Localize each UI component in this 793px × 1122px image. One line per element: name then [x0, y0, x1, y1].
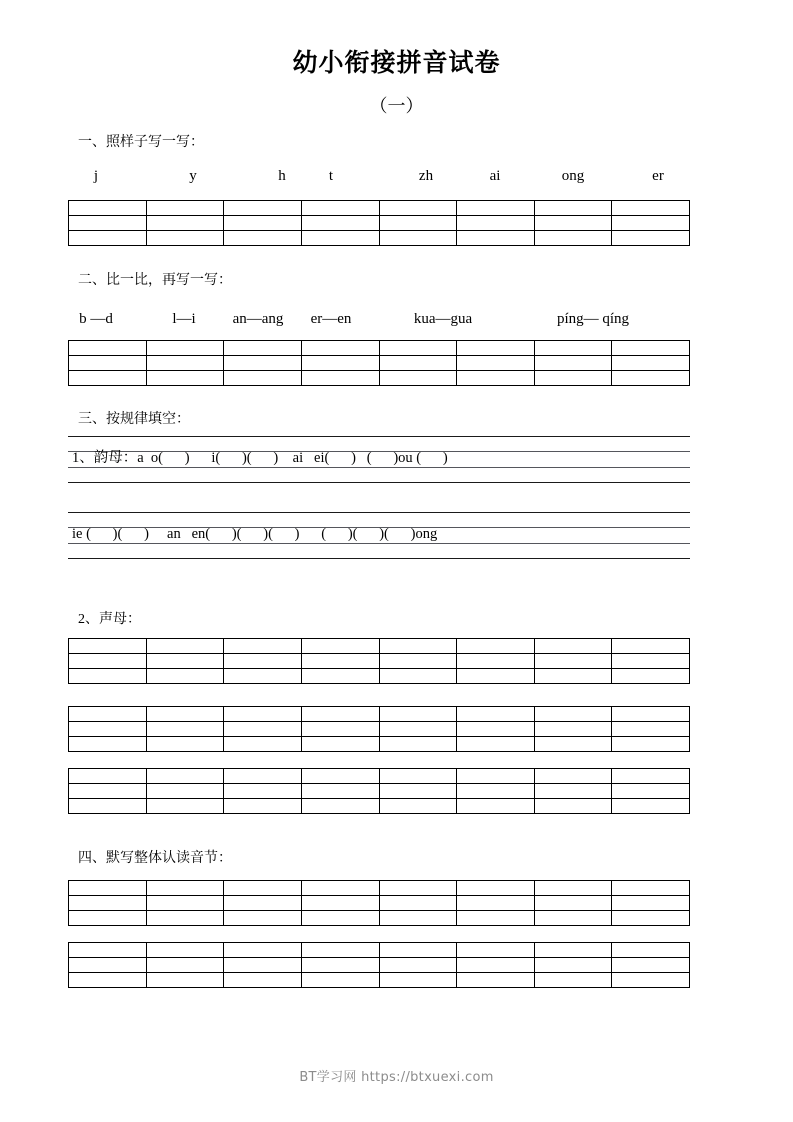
compare-pair: l—i — [172, 311, 196, 327]
grid-cell[interactable] — [612, 201, 690, 216]
sample-letter: zh — [418, 168, 434, 184]
grid-cell[interactable] — [457, 769, 535, 784]
grid-row — [69, 231, 690, 246]
grid-cell[interactable] — [457, 639, 535, 654]
grid-cell[interactable] — [457, 973, 535, 988]
grid-cell[interactable] — [457, 231, 535, 246]
grid-cell[interactable] — [612, 669, 690, 684]
grid-cell[interactable] — [612, 958, 690, 973]
grid-cell[interactable] — [302, 737, 380, 752]
grid-cell[interactable] — [69, 722, 147, 737]
sample-letter: ai — [489, 168, 501, 184]
grid-cell[interactable] — [69, 958, 147, 973]
grid-cell[interactable] — [69, 911, 147, 926]
grid-row — [69, 784, 690, 799]
grid-cell[interactable] — [147, 973, 225, 988]
grid-row — [69, 737, 690, 752]
grid-cell[interactable] — [457, 669, 535, 684]
grid-cell[interactable] — [535, 737, 613, 752]
grid-cell[interactable] — [147, 231, 225, 246]
grid-cell[interactable] — [147, 784, 225, 799]
sample-letter: ong — [561, 168, 585, 184]
grid-cell[interactable] — [224, 707, 302, 722]
grid-row — [69, 639, 690, 654]
grid-cell[interactable] — [69, 654, 147, 669]
grid-cell[interactable] — [380, 707, 458, 722]
grid-cell[interactable] — [535, 707, 613, 722]
grid-cell[interactable] — [535, 201, 613, 216]
grid-cell[interactable] — [69, 973, 147, 988]
grid-cell[interactable] — [380, 799, 458, 814]
grid-cell[interactable] — [535, 371, 613, 386]
staff-line-bottom — [68, 482, 690, 483]
yunmu-sequence-line-1: 1、韵母：a o( ) i( )( ) ai ei( ) ( )ou ( ) — [72, 450, 448, 466]
grid-cell[interactable] — [612, 216, 690, 231]
grid-cell[interactable] — [224, 769, 302, 784]
grid-cell[interactable] — [302, 639, 380, 654]
grid-cell[interactable] — [380, 201, 458, 216]
grid-cell[interactable] — [380, 784, 458, 799]
grid-cell[interactable] — [380, 896, 458, 911]
grid-cell[interactable] — [535, 341, 613, 356]
grid-cell[interactable] — [302, 943, 380, 958]
grid-cell[interactable] — [457, 799, 535, 814]
grid-cell[interactable] — [69, 669, 147, 684]
grid-cell[interactable] — [457, 216, 535, 231]
grid-cell[interactable] — [302, 896, 380, 911]
section-4-writing-grid-2[interactable] — [68, 942, 690, 988]
grid-cell[interactable] — [535, 799, 613, 814]
grid-cell[interactable] — [380, 722, 458, 737]
pinyin-staff-yunmu-line-2[interactable] — [68, 512, 690, 558]
grid-cell[interactable] — [457, 881, 535, 896]
grid-cell[interactable] — [147, 341, 225, 356]
grid-cell[interactable] — [224, 943, 302, 958]
section-1-writing-grid[interactable] — [68, 200, 690, 246]
grid-cell[interactable] — [457, 784, 535, 799]
grid-row — [69, 216, 690, 231]
sample-letter: y — [189, 168, 197, 184]
grid-cell[interactable] — [147, 371, 225, 386]
grid-cell[interactable] — [69, 769, 147, 784]
grid-cell[interactable] — [147, 799, 225, 814]
grid-cell[interactable] — [224, 896, 302, 911]
grid-cell[interactable] — [535, 896, 613, 911]
grid-cell[interactable] — [69, 216, 147, 231]
grid-row — [69, 669, 690, 684]
grid-cell[interactable] — [380, 973, 458, 988]
grid-cell[interactable] — [457, 707, 535, 722]
grid-cell[interactable] — [535, 669, 613, 684]
grid-cell[interactable] — [457, 896, 535, 911]
grid-cell[interactable] — [147, 722, 225, 737]
grid-cell[interactable] — [380, 958, 458, 973]
grid-cell[interactable] — [69, 737, 147, 752]
grid-cell[interactable] — [535, 784, 613, 799]
grid-cell[interactable] — [535, 973, 613, 988]
page-subtitle: （一） — [369, 96, 424, 116]
grid-cell[interactable] — [224, 881, 302, 896]
grid-cell[interactable] — [147, 943, 225, 958]
pinyin-staff-yunmu-line-1[interactable] — [68, 436, 690, 482]
grid-cell[interactable] — [612, 356, 690, 371]
grid-cell[interactable] — [457, 654, 535, 669]
grid-cell[interactable] — [69, 639, 147, 654]
grid-row — [69, 201, 690, 216]
grid-cell[interactable] — [302, 356, 380, 371]
grid-row — [69, 943, 690, 958]
grid-cell[interactable] — [302, 201, 380, 216]
grid-cell[interactable] — [69, 943, 147, 958]
grid-cell[interactable] — [380, 669, 458, 684]
sample-letter: h — [278, 168, 286, 184]
grid-cell[interactable] — [535, 654, 613, 669]
grid-cell[interactable] — [302, 769, 380, 784]
grid-cell[interactable] — [147, 669, 225, 684]
grid-cell[interactable] — [535, 911, 613, 926]
compare-pair: an—ang — [232, 311, 284, 327]
compare-pair: píng— qíng — [556, 311, 630, 327]
grid-cell[interactable] — [380, 216, 458, 231]
compare-pair: kua—gua — [413, 311, 473, 327]
grid-cell[interactable] — [612, 737, 690, 752]
grid-cell[interactable] — [69, 201, 147, 216]
section-2-heading: 二、比一比，再写一写： — [78, 273, 232, 288]
grid-row — [69, 958, 690, 973]
grid-cell[interactable] — [224, 216, 302, 231]
grid-cell[interactable] — [457, 958, 535, 973]
grid-cell[interactable] — [380, 341, 458, 356]
section-4-writing-grid-1[interactable] — [68, 880, 690, 926]
staff-line-lower-mid — [68, 543, 690, 544]
grid-cell[interactable] — [302, 973, 380, 988]
grid-cell[interactable] — [380, 737, 458, 752]
grid-cell[interactable] — [147, 356, 225, 371]
grid-cell[interactable] — [457, 341, 535, 356]
grid-cell[interactable] — [612, 707, 690, 722]
grid-cell[interactable] — [302, 231, 380, 246]
grid-cell[interactable] — [224, 973, 302, 988]
grid-cell[interactable] — [224, 737, 302, 752]
grid-cell[interactable] — [612, 799, 690, 814]
grid-row — [69, 911, 690, 926]
grid-cell[interactable] — [224, 958, 302, 973]
grid-cell[interactable] — [69, 881, 147, 896]
grid-cell[interactable] — [224, 784, 302, 799]
grid-cell[interactable] — [224, 911, 302, 926]
grid-cell[interactable] — [380, 769, 458, 784]
grid-row — [69, 654, 690, 669]
grid-cell[interactable] — [147, 881, 225, 896]
grid-cell[interactable] — [457, 911, 535, 926]
grid-row — [69, 799, 690, 814]
grid-cell[interactable] — [224, 341, 302, 356]
staff-line-top — [68, 512, 690, 513]
grid-cell[interactable] — [224, 654, 302, 669]
grid-cell[interactable] — [302, 881, 380, 896]
grid-cell[interactable] — [380, 943, 458, 958]
grid-cell[interactable] — [302, 371, 380, 386]
grid-cell[interactable] — [147, 737, 225, 752]
grid-cell[interactable] — [612, 722, 690, 737]
grid-cell[interactable] — [302, 799, 380, 814]
grid-cell[interactable] — [612, 654, 690, 669]
sample-letter: t — [328, 168, 334, 184]
page-title: 幼小衔接拼音试卷 — [292, 48, 501, 77]
grid-cell[interactable] — [302, 911, 380, 926]
grid-cell[interactable] — [612, 943, 690, 958]
grid-cell[interactable] — [457, 201, 535, 216]
grid-cell[interactable] — [69, 371, 147, 386]
grid-cell[interactable] — [457, 737, 535, 752]
section-3-heading: 三、按规律填空： — [78, 412, 190, 427]
grid-cell[interactable] — [380, 639, 458, 654]
grid-cell[interactable] — [69, 356, 147, 371]
grid-cell[interactable] — [302, 216, 380, 231]
staff-line-bottom — [68, 558, 690, 559]
grid-cell[interactable] — [457, 356, 535, 371]
grid-cell[interactable] — [535, 943, 613, 958]
grid-cell[interactable] — [302, 654, 380, 669]
grid-cell[interactable] — [224, 669, 302, 684]
grid-cell[interactable] — [69, 799, 147, 814]
grid-cell[interactable] — [69, 896, 147, 911]
grid-row — [69, 881, 690, 896]
grid-cell[interactable] — [224, 231, 302, 246]
grid-cell[interactable] — [612, 881, 690, 896]
grid-cell[interactable] — [224, 201, 302, 216]
grid-cell[interactable] — [302, 707, 380, 722]
grid-cell[interactable] — [380, 654, 458, 669]
sample-letter: j — [93, 168, 99, 184]
grid-row — [69, 707, 690, 722]
grid-cell[interactable] — [612, 973, 690, 988]
grid-row — [69, 896, 690, 911]
grid-cell[interactable] — [147, 896, 225, 911]
grid-cell[interactable] — [147, 654, 225, 669]
grid-row — [69, 371, 690, 386]
grid-cell[interactable] — [380, 881, 458, 896]
grid-cell[interactable] — [612, 231, 690, 246]
grid-cell[interactable] — [302, 722, 380, 737]
grid-cell[interactable] — [147, 201, 225, 216]
section-2-writing-grid[interactable] — [68, 340, 690, 386]
grid-cell[interactable] — [535, 356, 613, 371]
grid-cell[interactable] — [224, 799, 302, 814]
grid-cell[interactable] — [69, 231, 147, 246]
grid-row — [69, 341, 690, 356]
grid-cell[interactable] — [302, 341, 380, 356]
site-watermark: BT学习网 https://btxuexi.com — [299, 1070, 494, 1085]
grid-cell[interactable] — [147, 707, 225, 722]
grid-cell[interactable] — [380, 231, 458, 246]
grid-cell[interactable] — [535, 958, 613, 973]
compare-pair: b —d — [79, 311, 113, 327]
grid-cell[interactable] — [612, 911, 690, 926]
grid-row — [69, 356, 690, 371]
section-1-heading: 一、照样子写一写： — [78, 135, 204, 150]
grid-cell[interactable] — [147, 216, 225, 231]
grid-cell[interactable] — [612, 639, 690, 654]
grid-cell[interactable] — [535, 722, 613, 737]
grid-cell[interactable] — [302, 669, 380, 684]
section-4-heading: 四、默写整体认读音节： — [78, 851, 232, 866]
grid-row — [69, 722, 690, 737]
grid-cell[interactable] — [457, 943, 535, 958]
section-3-item-2-heading: 2、声母： — [78, 612, 141, 627]
shengmu-writing-grid-2[interactable] — [68, 706, 690, 752]
grid-cell[interactable] — [380, 356, 458, 371]
grid-cell[interactable] — [457, 722, 535, 737]
sample-letter: er — [652, 168, 664, 184]
yunmu-sequence-line-2: ie ( )( ) an en( )( )( ) ( )( )( )ong — [72, 526, 438, 542]
grid-cell[interactable] — [147, 769, 225, 784]
grid-cell[interactable] — [224, 722, 302, 737]
shengmu-writing-grid-1[interactable] — [68, 638, 690, 684]
grid-cell[interactable] — [224, 371, 302, 386]
grid-cell[interactable] — [147, 911, 225, 926]
grid-cell[interactable] — [612, 371, 690, 386]
grid-cell[interactable] — [147, 639, 225, 654]
grid-cell[interactable] — [147, 958, 225, 973]
grid-cell[interactable] — [380, 371, 458, 386]
grid-cell[interactable] — [535, 639, 613, 654]
grid-row — [69, 769, 690, 784]
grid-cell[interactable] — [69, 784, 147, 799]
grid-cell[interactable] — [457, 371, 535, 386]
grid-cell[interactable] — [302, 958, 380, 973]
shengmu-writing-grid-3[interactable] — [68, 768, 690, 814]
staff-line-lower-mid — [68, 467, 690, 468]
grid-cell[interactable] — [535, 231, 613, 246]
grid-row — [69, 973, 690, 988]
grid-cell[interactable] — [535, 769, 613, 784]
grid-cell[interactable] — [612, 341, 690, 356]
grid-cell[interactable] — [535, 881, 613, 896]
staff-line-top — [68, 436, 690, 437]
grid-cell[interactable] — [302, 784, 380, 799]
grid-cell[interactable] — [380, 911, 458, 926]
grid-cell[interactable] — [612, 769, 690, 784]
grid-cell[interactable] — [612, 784, 690, 799]
grid-cell[interactable] — [612, 896, 690, 911]
compare-pair: er—en — [310, 311, 352, 327]
grid-cell[interactable] — [69, 341, 147, 356]
grid-cell[interactable] — [69, 707, 147, 722]
grid-cell[interactable] — [535, 216, 613, 231]
grid-cell[interactable] — [224, 356, 302, 371]
grid-cell[interactable] — [224, 639, 302, 654]
